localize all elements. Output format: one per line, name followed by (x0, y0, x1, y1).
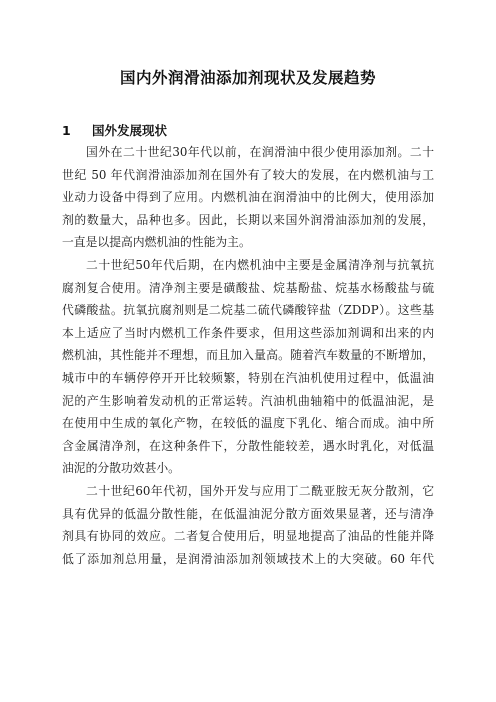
paragraph-line: 城市中的车辆停停开开比较频繁，特别在汽油机使用过程中，低温油 (62, 370, 434, 385)
paragraph (62, 141, 434, 254)
paragraph-line: 业动力设备中得到了应用。内燃机油在润滑油中的比例大，使用添加 (62, 190, 434, 205)
paragraph-line: 本上适应了当时内燃机工作条件要求，但用这些添加剂调和出来的内 (62, 325, 434, 340)
paragraph-line: 国外在二十世纪30年代以前，在润滑油中很少使用添加剂。二十 (86, 145, 434, 159)
paragraph-line: 低了添加剂总用量，是润滑油添加剂领域技术上的大突破。60 年代 (62, 551, 434, 566)
paragraph-line: 剂具有协同的效应。二者复合使用后，明显地提高了油品的性能并降 (62, 529, 434, 544)
section-title: 国外发展现状 (92, 123, 168, 138)
paragraph-line: 一直是以提高内燃机油的性能为主。 (62, 235, 251, 250)
paragraph-line: 泥的产生影响着发动机的正常运转。汽油机曲轴箱中的低温油泥，是 (62, 393, 434, 408)
section-heading (62, 121, 167, 139)
paragraph-line: 剂的数量大，品种也多。因此，长期以来国外润滑油添加剂的发展， (62, 212, 434, 227)
document-title: 国内外润滑油添加剂现状及发展趋势 (119, 69, 376, 87)
paragraph-line: 含金属清净剂，在这种条件下，分散性能较差，遇水时乳化，对低温 (62, 438, 434, 453)
paragraph-line: 油泥的分散功效甚小。 (62, 461, 180, 476)
paragraph-line: 燃机油，其性能并不理想，而且加入量高。随着汽车数量的不断增加， (62, 348, 434, 363)
paragraph-line: 二十世纪50年代后期，在内燃机油中主要是金属清净剂与抗氧抗 (86, 257, 434, 272)
paragraph (62, 254, 434, 480)
section-number: 1 (62, 123, 71, 138)
paragraph (62, 480, 434, 570)
paragraph-line: 二十世纪60年代初，国外开发与应用丁二酰亚胺无灰分散剂，它 (86, 483, 434, 498)
paragraph-line: 腐剂复合使用。清净剂主要是磺酸盐、烷基酚盐、烷基水杨酸盐与硫 (62, 280, 434, 295)
paragraph-line: 世纪 50 年代润滑油添加剂在国外有了较大的发展，在内燃机油与工 (62, 167, 434, 182)
paragraph-line: 在使用中生成的氧化产物，在较低的温度下乳化、缩合而成。油中所 (62, 416, 434, 431)
document-body (62, 141, 434, 570)
paragraph-line: 代磷酸盐。抗氧抗腐剂则是二烷基二硫代磷酸锌盐（ZDDP）。这些基 (62, 303, 434, 318)
paragraph-line: 具有优异的低温分散性能，在低温油泥分散方面效果显著，还与清净 (62, 506, 434, 521)
